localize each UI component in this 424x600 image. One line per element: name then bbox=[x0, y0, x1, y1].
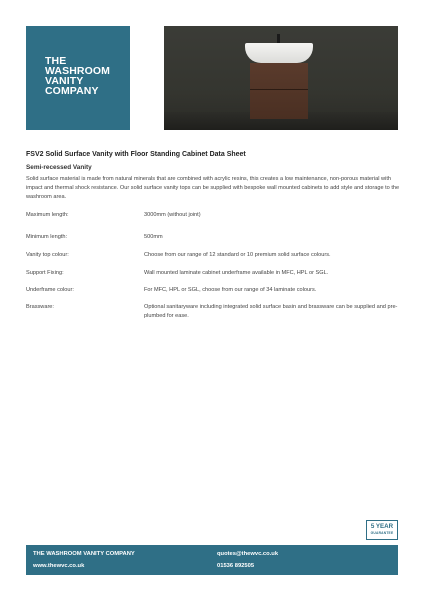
intro-paragraph: Solid surface material is made from natural minerals that are combined with acrylic resins, this creates a low maintenance, non-porous material with impact and thermal shock resistance. Our solid surface vanity tops can be supplied with bespoke wall mounted cabinets to add style and storage to the washroom area. bbox=[26, 176, 400, 201]
footer-bar bbox=[26, 545, 398, 575]
footer-company: THE WASHROOM VANITY COMPANY bbox=[33, 551, 135, 557]
spec-label: Brassware: bbox=[26, 304, 54, 310]
footer-website-link[interactable]: www.thewvc.co.uk bbox=[33, 563, 85, 569]
document-subtitle: Semi-recessed Vanity bbox=[26, 164, 92, 171]
logo-line: COMPANY bbox=[45, 85, 99, 97]
badge-years: 5 YEAR bbox=[370, 523, 394, 530]
cabinet-graphic bbox=[250, 63, 308, 119]
spec-value: For MFC, HPL or SGL, choose from our range of 34 laminate colours. bbox=[144, 287, 317, 293]
footer-email-link[interactable]: quotes@thewvc.co.uk bbox=[217, 551, 279, 557]
document-title: FSV2 Solid Surface Vanity with Floor Standing Cabinet Data Sheet bbox=[26, 151, 246, 158]
spec-value: Choose from our range of 12 standard or 10 premium solid surface colours. bbox=[144, 252, 331, 258]
spec-value: Optional sanitaryware including integrated solid surface basin and brassware can be supplied and pre-plumbed for ease. bbox=[144, 304, 398, 319]
drawer-divider bbox=[250, 89, 308, 90]
spec-label: Support Fixing: bbox=[26, 270, 64, 276]
spec-label: Underframe colour: bbox=[26, 287, 74, 293]
spec-value: Wall mounted laminate cabinet underframe available in MFC, HPL or SGL. bbox=[144, 270, 329, 276]
spec-value: 3000mm (without joint) bbox=[144, 212, 201, 218]
company-logo bbox=[26, 26, 130, 130]
guarantee-badge bbox=[366, 520, 398, 540]
spec-label: Minimum length: bbox=[26, 234, 68, 240]
spec-value: 500mm bbox=[144, 234, 163, 240]
logo-line: VANITY bbox=[45, 75, 84, 87]
badge-label: GUARANTEE bbox=[370, 531, 394, 535]
spec-label: Maximum length: bbox=[26, 212, 69, 218]
product-photo bbox=[164, 26, 398, 130]
basin-graphic bbox=[245, 43, 313, 63]
footer-phone: 01536 892505 bbox=[217, 563, 255, 569]
logo-line: WASHROOM bbox=[45, 65, 110, 77]
logo-line: THE bbox=[45, 55, 67, 67]
spec-label: Vanity top colour: bbox=[26, 252, 69, 258]
logo-text bbox=[45, 56, 110, 96]
